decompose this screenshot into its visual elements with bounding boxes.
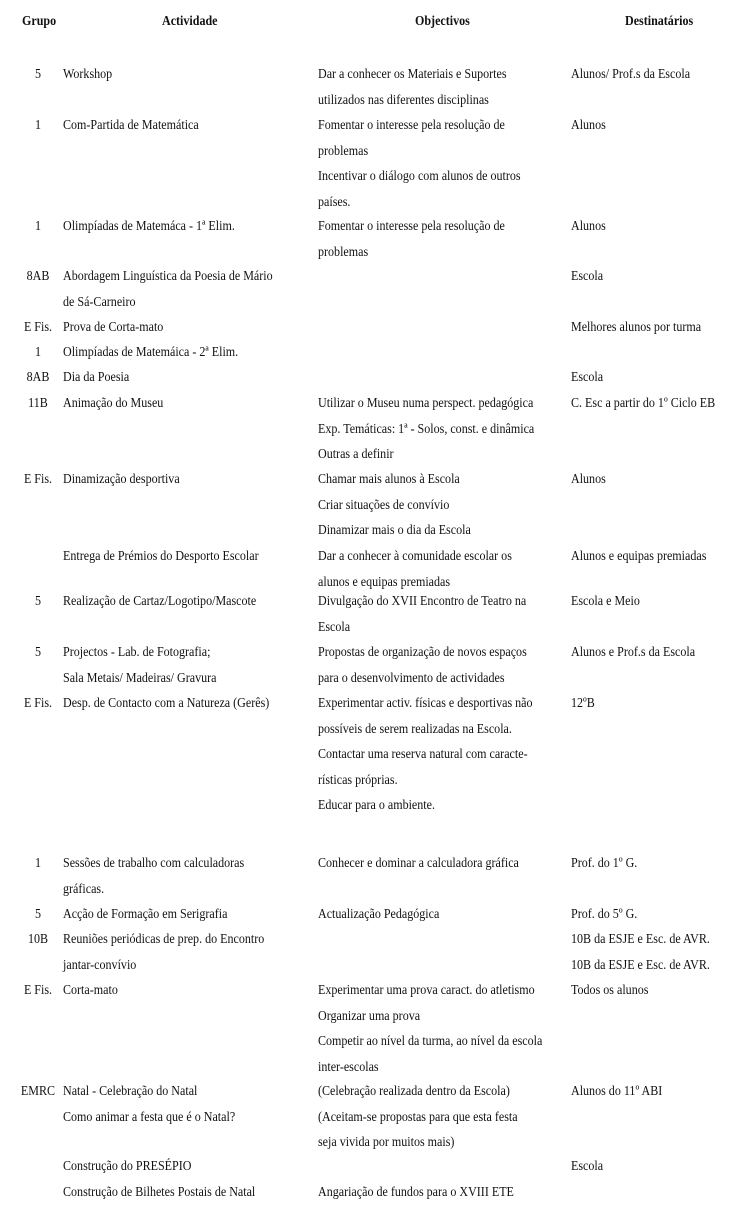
cell-objectivos: Chamar mais alunos à Escola [318,472,460,487]
cell-destinatarios: Todos os alunos [571,983,649,998]
cell-objectivos: Dar a conhecer os Materiais e Suportes [318,67,507,82]
cell-objectivos: Experimentar activ. físicas e desportivas não [318,696,533,711]
header-objectivos: Objectivos [415,14,470,29]
cell-destinatarios: 10B da ESJE e Esc. de AVR. [571,957,710,973]
cell-actividade: Olimpíadas de Matemáica - 2ª Elim. [63,345,239,360]
cell-grupo: E Fis. [23,472,53,487]
cell-destinatarios: Alunos [571,118,606,133]
cell-destinatarios: Escola e Meio [571,594,640,609]
cell-objectivos: Divulgação do XVII Encontro de Teatro na [318,594,527,609]
cell-objectivos: possíveis de serem realizadas na Escola. [318,721,512,737]
cell-destinatarios: Prof. do 5º G. [571,907,638,922]
cell-actividade: Dia da Poesia [63,370,130,385]
cell-objectivos: Utilizar o Museu numa perspect. pedagógica [318,396,534,411]
cell-destinatarios: Alunos/ Prof.s da Escola [571,67,691,82]
cell-actividade: Dinamização desportiva [63,472,180,487]
cell-objectivos: Criar situações de convívio [318,497,450,513]
cell-objectivos: Contactar uma reserva natural com caracte- [318,747,528,762]
header-destinatarios: Destinatários [625,14,694,29]
cell-objectivos: países. [318,194,351,210]
cell-actividade: Sala Metais/ Madeiras/ Gravura [63,670,217,686]
cell-objectivos: Competir ao nível da turma, ao nível da escola [318,1034,543,1049]
cell-grupo: E Fis. [23,983,53,998]
cell-objectivos: Fomentar o interesse pela resolução de [318,219,505,234]
cell-actividade: Animação do Museu [63,396,164,411]
cell-actividade: Corta-mato [63,983,118,998]
cell-actividade: Como animar a festa que é o Natal? [63,1109,236,1125]
cell-grupo: 1 [34,856,42,871]
cell-grupo: 5 [34,907,42,922]
cell-objectivos: Propostas de organização de novos espaços [318,645,527,660]
cell-actividade: Com-Partida de Matemática [63,118,199,133]
cell-destinatarios: Escola [571,1159,604,1174]
cell-actividade: Construção de Bilhetes Postais de Natal [63,1185,256,1200]
cell-objectivos: Dar a conhecer à comunidade escolar os [318,549,512,564]
cell-grupo: 1 [34,219,42,234]
cell-destinatarios: Escola [571,269,604,284]
cell-objectivos: Actualização Pedagógica [318,907,440,922]
cell-objectivos: inter-escolas [318,1059,379,1075]
header-actividade: Actividade [162,14,218,29]
cell-objectivos: Escola [318,619,351,635]
cell-actividade: de Sá-Carneiro [63,294,136,310]
cell-objectivos: Conhecer e dominar a calculadora gráfica [318,856,519,871]
cell-grupo: E Fis. [23,320,53,335]
cell-actividade: Desp. de Contacto com a Natureza (Gerês) [63,696,270,711]
cell-actividade: Construção do PRESÉPIO [63,1159,192,1174]
cell-actividade: Entrega de Prémios do Desporto Escolar [63,549,259,564]
cell-objectivos: Organizar uma prova [318,1008,421,1024]
cell-objectivos: rísticas próprias. [318,772,398,788]
cell-objectivos: problemas [318,244,369,260]
cell-objectivos: Incentivar o diálogo com alunos de outros [318,169,521,184]
cell-grupo: 5 [34,645,42,660]
cell-grupo: 1 [34,345,42,360]
header-grupo: Grupo [22,14,57,29]
cell-actividade: Reuniões periódicas de prep. do Encontro [63,932,265,947]
cell-grupo: 8AB [26,269,50,284]
cell-destinatarios: Melhores alunos por turma [571,320,702,335]
cell-destinatarios: Alunos e Prof.s da Escola [571,645,696,660]
cell-grupo: 5 [34,594,42,609]
cell-actividade: Prova de Corta-mato [63,320,164,335]
cell-grupo: EMRC [20,1084,56,1099]
cell-destinatarios: 10B da ESJE e Esc. de AVR. [571,932,710,947]
cell-actividade: Acção de Formação em Serigrafia [63,907,228,922]
cell-actividade: Sessões de trabalho com calculadoras [63,856,245,871]
cell-destinatarios: Prof. do 1º G. [571,856,638,871]
cell-destinatarios: Escola [571,370,604,385]
cell-objectivos: seja vivida por muitos mais) [318,1135,455,1150]
cell-objectivos: (Celebração realizada dentro da Escola) [318,1084,510,1099]
cell-destinatarios: 12ºB [571,696,595,711]
cell-objectivos: utilizados nas diferentes disciplinas [318,92,489,108]
cell-objectivos: Exp. Temáticas: 1ª - Solos, const. e dinâmica [318,421,535,437]
cell-objectivos: para o desenvolvimento de actividades [318,670,505,686]
cell-objectivos: problemas [318,143,369,159]
cell-grupo: 11B [28,396,48,411]
cell-actividade: gráficas. [63,881,105,897]
cell-destinatarios: Alunos [571,472,606,487]
cell-grupo: E Fis. [23,696,53,711]
cell-actividade: Abordagem Linguística da Poesia de Mário [63,269,273,284]
cell-actividade: jantar-convívio [63,957,137,973]
cell-objectivos: Angariação de fundos para o XVIII ETE [318,1185,514,1200]
cell-objectivos: Fomentar o interesse pela resolução de [318,118,505,133]
cell-objectivos: (Aceitam-se propostas para que esta festa [318,1109,518,1125]
cell-grupo: 10B [27,932,49,947]
cell-grupo: 1 [34,118,42,133]
cell-objectivos: Experimentar uma prova caract. do atletismo [318,983,535,998]
cell-destinatarios: Alunos do 11º ABI [571,1084,663,1099]
cell-actividade: Realização de Cartaz/Logotipo/Mascote [63,594,257,609]
cell-objectivos: Outras a definir [318,447,394,462]
cell-objectivos: alunos e equipas premiadas [318,574,451,590]
cell-destinatarios: Alunos e equipas premiadas [571,549,707,564]
cell-destinatarios: Alunos [571,219,606,234]
cell-actividade: Projectos - Lab. de Fotografia; [63,645,211,660]
cell-objectivos: Dinamizar mais o dia da Escola [318,523,471,538]
cell-actividade: Natal - Celebração do Natal [63,1084,198,1099]
cell-objectivos: Educar para o ambiente. [318,798,436,813]
cell-actividade: Olimpíadas de Matemáca - 1ª Elim. [63,219,235,234]
cell-actividade: Workshop [63,67,113,82]
cell-grupo: 5 [34,67,42,82]
cell-grupo: 8AB [26,370,50,385]
cell-destinatarios: C. Esc a partir do 1º Ciclo EB [571,396,716,411]
